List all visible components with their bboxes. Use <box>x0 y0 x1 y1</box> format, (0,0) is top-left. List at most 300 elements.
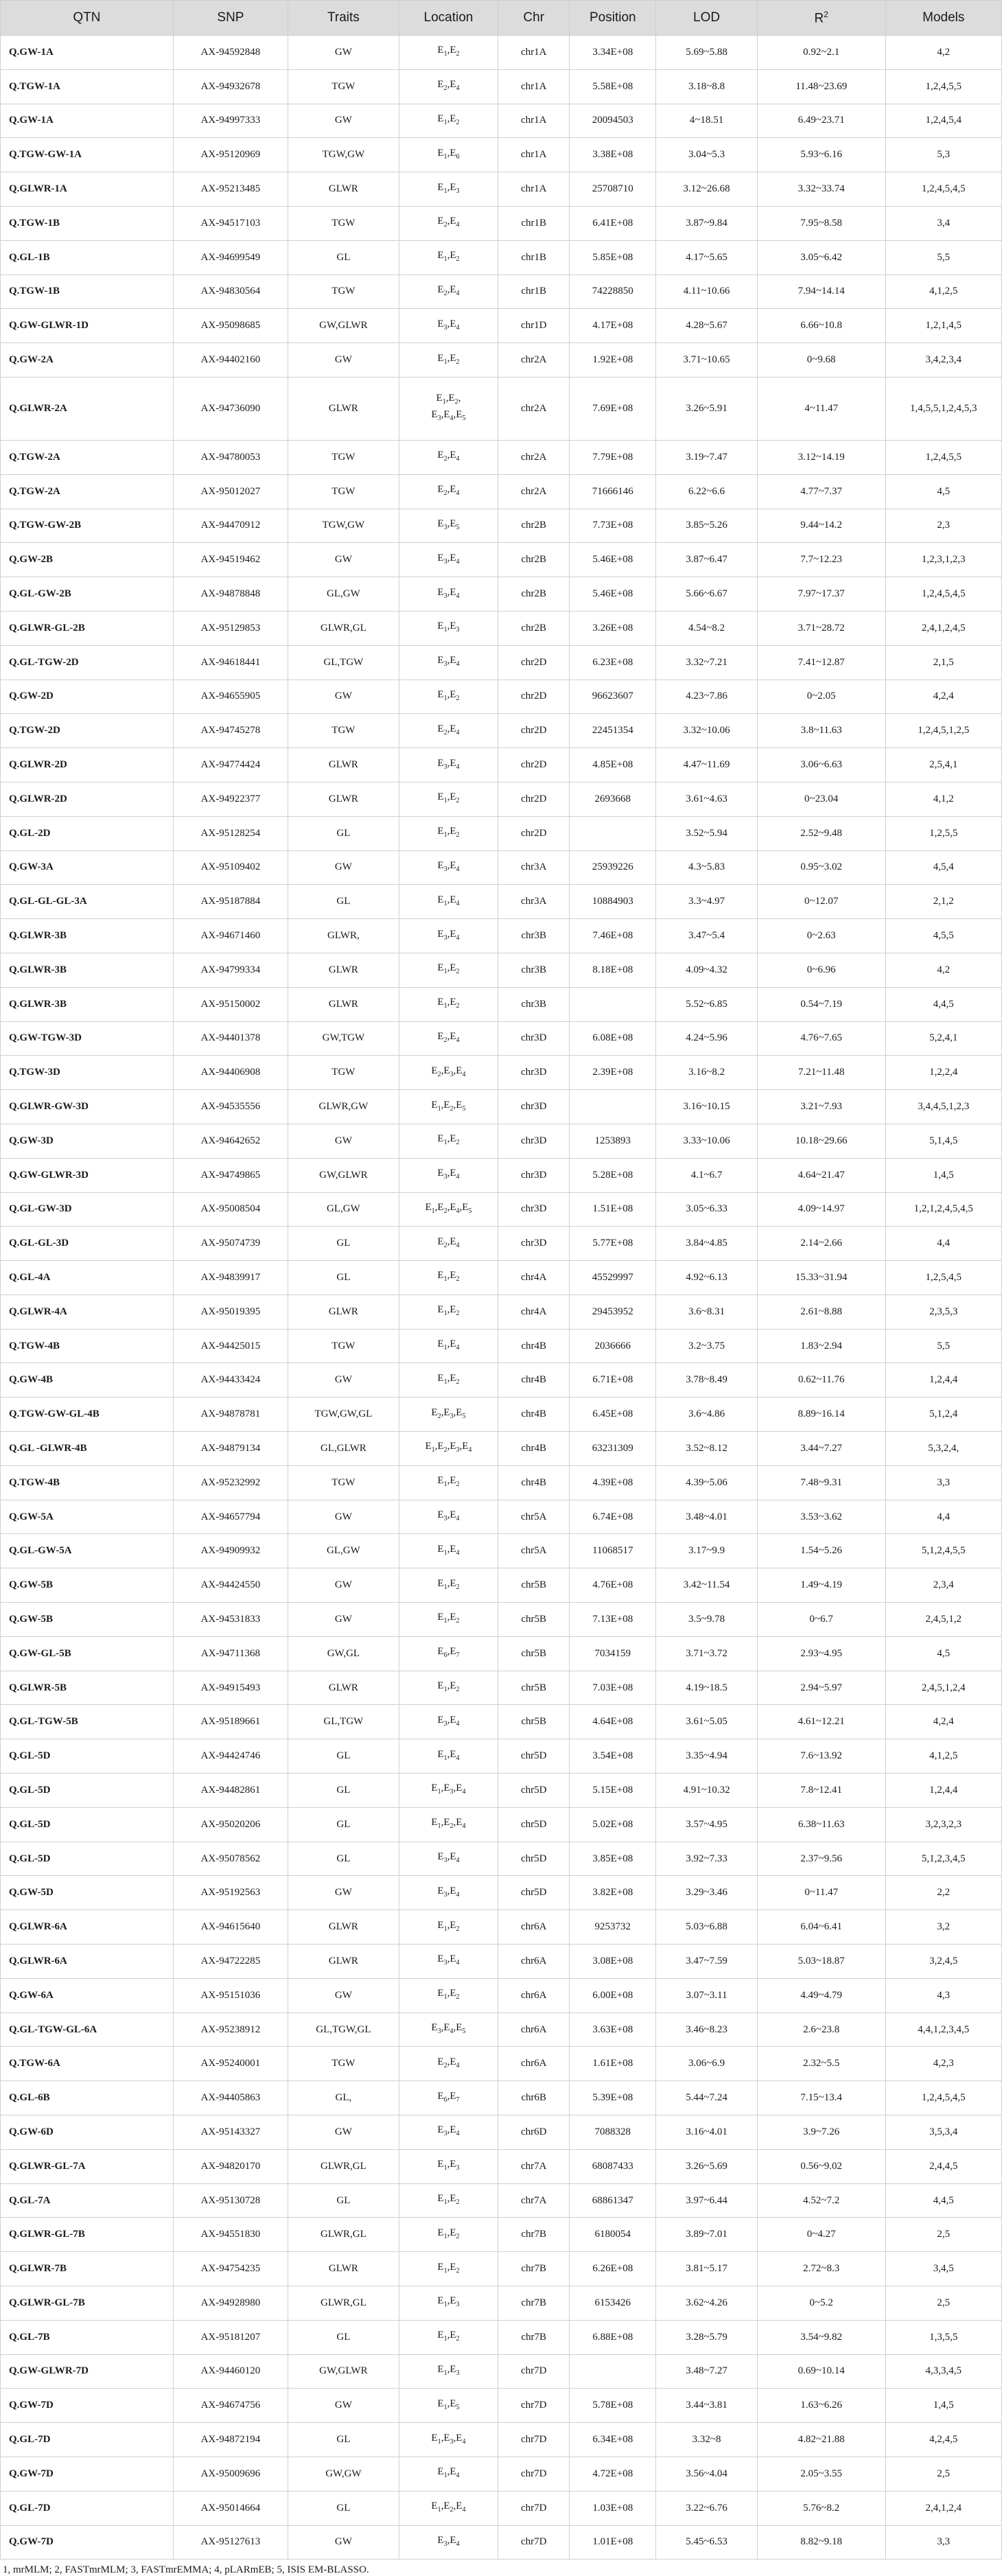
cell-location: $E_1,E_2$ <box>399 104 498 138</box>
cell-traits: GL <box>288 816 399 850</box>
cell-snp: AX-94749865 <box>173 1158 288 1192</box>
cell-location: $E_3,E_4$ <box>399 1876 498 1910</box>
cell-chr: chr7D <box>498 2389 570 2423</box>
cell-qtn: Q.GLWR-3B <box>1 953 174 987</box>
cell-chr: chr5D <box>498 1876 570 1910</box>
cell-snp: AX-94535556 <box>173 1090 288 1124</box>
cell-position: 2036666 <box>570 1329 656 1363</box>
cell-models: 1,2,4,5,4,5 <box>885 577 1001 612</box>
cell-lod: 3.78~8.49 <box>656 1363 758 1397</box>
cell-location: $E_1,E_2,E_3,E_4$ <box>399 1432 498 1466</box>
header-position[interactable]: Position <box>570 1 656 36</box>
cell-position: 5.46E+08 <box>570 577 656 612</box>
table-row <box>1 1021 1002 1056</box>
cell-models: 1,3,5,5 <box>885 2320 1001 2354</box>
cell-chr: chr2B <box>498 543 570 577</box>
cell-traits: GLWR <box>288 782 399 816</box>
cell-r2: 3.06~6.63 <box>757 748 885 782</box>
cell-models: 3,3 <box>885 1465 1001 1500</box>
table-row <box>1 2525 1002 2560</box>
cell-chr: chr6A <box>498 2012 570 2047</box>
cell-lod: 4.92~6.13 <box>656 1261 758 1295</box>
cell-qtn: Q.GL-7A <box>1 2183 174 2218</box>
cell-models: 2,3,4 <box>885 1568 1001 1603</box>
cell-traits: GL <box>288 1739 399 1774</box>
cell-chr: chr3A <box>498 850 570 885</box>
table-row <box>1 2218 1002 2252</box>
cell-location: $E_1,E_5$ <box>399 2389 498 2423</box>
cell-chr: chr4B <box>498 1465 570 1500</box>
cell-qtn: Q.GLWR-GL-7A <box>1 2149 174 2183</box>
table-row <box>1 1056 1002 1090</box>
cell-models: 3,2,4,5 <box>885 1945 1001 1979</box>
cell-lod: 3.5~9.78 <box>656 1603 758 1637</box>
cell-lod: 3.57~4.95 <box>656 1807 758 1842</box>
cell-chr: chr6B <box>498 2081 570 2115</box>
cell-lod: 3.16~4.01 <box>656 2115 758 2150</box>
cell-qtn: Q.GW-4B <box>1 1363 174 1397</box>
cell-traits: GL,GW <box>288 1534 399 1568</box>
cell-position: 4.17E+08 <box>570 309 656 343</box>
cell-qtn: Q.GLWR-5B <box>1 1671 174 1705</box>
cell-chr: chr1D <box>498 309 570 343</box>
cell-position <box>570 816 656 850</box>
cell-r2: 0.95~3.02 <box>757 850 885 885</box>
cell-position: 20094503 <box>570 104 656 138</box>
table-row <box>1 1227 1002 1261</box>
cell-snp: AX-94909932 <box>173 1534 288 1568</box>
cell-traits: GW,GLWR <box>288 1158 399 1192</box>
cell-lod: 3.6~4.86 <box>656 1397 758 1432</box>
cell-models: 1,2,4,5,4 <box>885 104 1001 138</box>
cell-traits: GL,TGW <box>288 1705 399 1739</box>
cell-location: $E_3,E_4$ <box>399 645 498 680</box>
table-row <box>1 1329 1002 1363</box>
cell-snp: AX-95143327 <box>173 2115 288 2150</box>
cell-location: $E_1,E_2$ <box>399 1978 498 2012</box>
cell-r2: 11.48~23.69 <box>757 69 885 104</box>
cell-location: $E_2,E_4$ <box>399 440 498 474</box>
header-r2-superscript: 2 <box>824 9 828 19</box>
cell-chr: chr2D <box>498 680 570 714</box>
cell-lod: 4.11~10.66 <box>656 275 758 309</box>
cell-position: 9253732 <box>570 1910 656 1945</box>
cell-lod: 4.3~5.83 <box>656 850 758 885</box>
cell-position: 7.03E+08 <box>570 1671 656 1705</box>
cell-models: 5,1,4,5 <box>885 1124 1001 1158</box>
cell-snp: AX-95238912 <box>173 2012 288 2047</box>
cell-lod: 4.47~11.69 <box>656 748 758 782</box>
cell-location: $E_3,E_4$ <box>399 2525 498 2560</box>
cell-qtn: Q.GL-7D <box>1 2423 174 2457</box>
cell-r2: 9.44~14.2 <box>757 509 885 543</box>
header-location[interactable]: Location <box>399 1 498 36</box>
cell-position: 74228850 <box>570 275 656 309</box>
cell-location: $E_3,E_4$ <box>399 1705 498 1739</box>
cell-snp: AX-94922377 <box>173 782 288 816</box>
cell-models: 4,4,5 <box>885 987 1001 1021</box>
cell-traits: GW <box>288 680 399 714</box>
cell-chr: chr1A <box>498 36 570 70</box>
cell-qtn: Q.TGW-GW-GL-4B <box>1 1397 174 1432</box>
cell-models: 3,4 <box>885 206 1001 240</box>
cell-position: 29453952 <box>570 1295 656 1329</box>
cell-chr: chr1B <box>498 206 570 240</box>
cell-location: $E_3,E_4$ <box>399 2115 498 2150</box>
cell-qtn: Q.GL-2D <box>1 816 174 850</box>
cell-traits: GW,GW <box>288 2457 399 2491</box>
cell-models: 4,1,2,5 <box>885 275 1001 309</box>
cell-location: $E_1,E_2$ <box>399 1671 498 1705</box>
cell-r2: 6.66~10.8 <box>757 309 885 343</box>
table-row <box>1 1500 1002 1534</box>
header-chr[interactable]: Chr <box>498 1 570 36</box>
cell-models: 1,2,4,5,4,5 <box>885 172 1001 207</box>
cell-chr: chr1A <box>498 172 570 207</box>
cell-position: 68087433 <box>570 2149 656 2183</box>
cell-models: 2,3 <box>885 509 1001 543</box>
cell-position: 22451354 <box>570 714 656 748</box>
cell-snp: AX-95129853 <box>173 611 288 645</box>
cell-chr: chr2B <box>498 611 570 645</box>
cell-position: 6.34E+08 <box>570 2423 656 2457</box>
cell-location: $E_1,E_3$ <box>399 611 498 645</box>
cell-lod: 4.24~5.96 <box>656 1021 758 1056</box>
cell-lod: 4.09~4.32 <box>656 953 758 987</box>
table-row <box>1 1090 1002 1124</box>
cell-qtn: Q.GLWR-4A <box>1 1295 174 1329</box>
cell-snp: AX-94424746 <box>173 1739 288 1774</box>
cell-position: 25939226 <box>570 850 656 885</box>
cell-models: 5,3,2,4, <box>885 1432 1001 1466</box>
table-row <box>1 1774 1002 1808</box>
cell-models: 4,2,4,5 <box>885 2423 1001 2457</box>
cell-traits: GW <box>288 1363 399 1397</box>
table-row <box>1 2389 1002 2423</box>
cell-snp: AX-94470912 <box>173 509 288 543</box>
cell-r2: 3.71~28.72 <box>757 611 885 645</box>
cell-chr: chr3B <box>498 987 570 1021</box>
cell-lod: 3.16~10.15 <box>656 1090 758 1124</box>
cell-chr: chr3D <box>498 1021 570 1056</box>
cell-traits: GL <box>288 2423 399 2457</box>
cell-qtn: Q.GW-2B <box>1 543 174 577</box>
cell-location: $E_1,E_2$ <box>399 1124 498 1158</box>
cell-r2: 6.38~11.63 <box>757 1807 885 1842</box>
cell-position: 6.23E+08 <box>570 645 656 680</box>
table-row <box>1 206 1002 240</box>
cell-traits: GLWR <box>288 172 399 207</box>
table-row <box>1 953 1002 987</box>
cell-lod: 5.52~6.85 <box>656 987 758 1021</box>
cell-location: $E_1,E_2$ <box>399 1295 498 1329</box>
table-row <box>1 2354 1002 2389</box>
cell-chr: chr7D <box>498 2525 570 2560</box>
cell-r2: 7.48~9.31 <box>757 1465 885 1500</box>
cell-snp: AX-94615640 <box>173 1910 288 1945</box>
cell-models: 2,2 <box>885 1876 1001 1910</box>
cell-lod: 4.1~6.7 <box>656 1158 758 1192</box>
cell-location: $E_1,E_6$ <box>399 138 498 172</box>
cell-chr: chr2D <box>498 782 570 816</box>
table-row <box>1 104 1002 138</box>
cell-traits: TGW <box>288 1465 399 1500</box>
cell-chr: chr1A <box>498 104 570 138</box>
cell-models: 4,2,4 <box>885 680 1001 714</box>
table-row <box>1 275 1002 309</box>
cell-r2: 4.77~7.37 <box>757 474 885 509</box>
header-models[interactable]: Models <box>885 1 1001 36</box>
header-traits[interactable]: Traits <box>288 1 399 36</box>
cell-r2: 0~2.63 <box>757 919 885 953</box>
cell-models: 2,3,5,3 <box>885 1295 1001 1329</box>
cell-snp: AX-95181207 <box>173 2320 288 2354</box>
cell-qtn: Q.GW-7D <box>1 2457 174 2491</box>
cell-location: $E_1,E_4$ <box>399 1739 498 1774</box>
cell-traits: GW <box>288 104 399 138</box>
cell-qtn: Q.GLWR-GL-7B <box>1 2286 174 2321</box>
cell-lod: 3.18~8.8 <box>656 69 758 104</box>
cell-models: 2,5 <box>885 2457 1001 2491</box>
cell-traits: GL,GW <box>288 1192 399 1227</box>
cell-lod: 3.47~7.59 <box>656 1945 758 1979</box>
cell-lod: 3.05~6.33 <box>656 1192 758 1227</box>
table-row <box>1 1842 1002 1876</box>
cell-snp: AX-94736090 <box>173 377 288 440</box>
cell-models: 1,2,2,4 <box>885 1056 1001 1090</box>
cell-lod: 3.26~5.91 <box>656 377 758 440</box>
header-r2[interactable] <box>757 1 885 36</box>
cell-r2: 1.54~5.26 <box>757 1534 885 1568</box>
cell-models: 5,1,2,4,5,5 <box>885 1534 1001 1568</box>
table-row <box>1 1534 1002 1568</box>
cell-r2: 0~9.68 <box>757 343 885 378</box>
cell-lod: 3.56~4.04 <box>656 2457 758 2491</box>
cell-models: 3,5,3,4 <box>885 2115 1001 2150</box>
table-row <box>1 611 1002 645</box>
cell-models: 3,4,2,3,4 <box>885 343 1001 378</box>
cell-traits: GLWR,GL <box>288 611 399 645</box>
cell-qtn: Q.GW-5D <box>1 1876 174 1910</box>
cell-qtn: Q.GL-1B <box>1 240 174 275</box>
cell-chr: chr4A <box>498 1261 570 1295</box>
cell-chr: chr7B <box>498 2252 570 2286</box>
cell-position: 3.82E+08 <box>570 1876 656 1910</box>
cell-lod: 5.03~6.88 <box>656 1910 758 1945</box>
cell-traits: GL <box>288 885 399 919</box>
cell-models: 3,2 <box>885 1910 1001 1945</box>
cell-location: $E_1,E_2$, $E_3,E_4,E_5$ <box>399 377 498 440</box>
cell-snp: AX-94878781 <box>173 1397 288 1432</box>
cell-chr: chr5B <box>498 1568 570 1603</box>
cell-location: $E_3,E_4$ <box>399 309 498 343</box>
cell-r2: 4.09~14.97 <box>757 1192 885 1227</box>
table-row <box>1 2183 1002 2218</box>
cell-position: 7.73E+08 <box>570 509 656 543</box>
cell-models: 2,4,5,1,2,4 <box>885 1671 1001 1705</box>
cell-lod: 3.19~7.47 <box>656 440 758 474</box>
cell-position: 6.71E+08 <box>570 1363 656 1397</box>
cell-chr: chr2A <box>498 343 570 378</box>
cell-qtn: Q.GL-5D <box>1 1807 174 1842</box>
cell-qtn: Q.GLWR-7B <box>1 2252 174 2286</box>
cell-lod: 3.42~11.54 <box>656 1568 758 1603</box>
cell-chr: chr3D <box>498 1056 570 1090</box>
cell-snp: AX-95014664 <box>173 2491 288 2525</box>
cell-qtn: Q.GL-GW-3D <box>1 1192 174 1227</box>
cell-qtn: Q.TGW-4B <box>1 1465 174 1500</box>
cell-location: $E_1,E_2$ <box>399 1261 498 1295</box>
cell-traits: GL, <box>288 2081 399 2115</box>
cell-r2: 0.92~2.1 <box>757 36 885 70</box>
cell-chr: chr2A <box>498 440 570 474</box>
cell-r2: 8.82~9.18 <box>757 2525 885 2560</box>
cell-snp: AX-94820170 <box>173 2149 288 2183</box>
cell-location: $E_1,E_3$ <box>399 2149 498 2183</box>
cell-traits: TGW <box>288 714 399 748</box>
cell-location: $E_1,E_2$ <box>399 36 498 70</box>
table-row <box>1 2012 1002 2047</box>
cell-position: 1253893 <box>570 1124 656 1158</box>
cell-qtn: Q.GLWR-2D <box>1 782 174 816</box>
cell-qtn: Q.GW-5B <box>1 1603 174 1637</box>
cell-lod: 3.04~5.3 <box>656 138 758 172</box>
cell-qtn: Q.TGW-1B <box>1 275 174 309</box>
cell-r2: 1.83~2.94 <box>757 1329 885 1363</box>
cell-snp: AX-94932678 <box>173 69 288 104</box>
cell-r2: 10.18~29.66 <box>757 1124 885 1158</box>
cell-position: 5.15E+08 <box>570 1774 656 1808</box>
cell-snp: AX-94460120 <box>173 2354 288 2389</box>
cell-snp: AX-94482861 <box>173 1774 288 1808</box>
table-row <box>1 987 1002 1021</box>
header-lod[interactable]: LOD <box>656 1 758 36</box>
cell-qtn: Q.GW-7D <box>1 2525 174 2560</box>
cell-traits: GW <box>288 343 399 378</box>
cell-location: $E_1,E_2$ <box>399 987 498 1021</box>
cell-lod: 6.22~6.6 <box>656 474 758 509</box>
cell-position: 5.78E+08 <box>570 2389 656 2423</box>
cell-location: $E_3,E_4$ <box>399 577 498 612</box>
cell-traits: GL <box>288 2183 399 2218</box>
cell-traits: GL <box>288 1774 399 1808</box>
cell-lod: 3.07~3.11 <box>656 1978 758 2012</box>
cell-qtn: Q.GW-GLWR-7D <box>1 2354 174 2389</box>
cell-location: $E_3,E_4,E_5$ <box>399 2012 498 2047</box>
cell-lod: 4.23~7.86 <box>656 680 758 714</box>
cell-chr: chr3D <box>498 1124 570 1158</box>
cell-position: 1.61E+08 <box>570 2047 656 2081</box>
table-row <box>1 2047 1002 2081</box>
cell-models: 4,5 <box>885 1636 1001 1671</box>
cell-qtn: Q.GLWR-2A <box>1 377 174 440</box>
cell-location: $E_1,E_4$ <box>399 1329 498 1363</box>
cell-traits: GW <box>288 2389 399 2423</box>
cell-lod: 5.66~6.67 <box>656 577 758 612</box>
cell-qtn: Q.GW-6D <box>1 2115 174 2150</box>
cell-snp: AX-94433424 <box>173 1363 288 1397</box>
cell-qtn: Q.GW-TGW-3D <box>1 1021 174 1056</box>
cell-lod: 3.32~7.21 <box>656 645 758 680</box>
cell-lod: 3.12~26.68 <box>656 172 758 207</box>
cell-r2: 2.61~8.88 <box>757 1295 885 1329</box>
cell-chr: chr3D <box>498 1158 570 1192</box>
cell-location: $E_2,E_4$ <box>399 474 498 509</box>
cell-qtn: Q.GLWR-3B <box>1 987 174 1021</box>
cell-qtn: Q.TGW-2D <box>1 714 174 748</box>
cell-r2: 3.44~7.27 <box>757 1432 885 1466</box>
cell-position: 6153426 <box>570 2286 656 2321</box>
cell-lod: 3.26~5.69 <box>656 2149 758 2183</box>
cell-lod: 3.29~3.46 <box>656 1876 758 1910</box>
cell-r2: 0.69~10.14 <box>757 2354 885 2389</box>
cell-location: $E_1,E_2$ <box>399 240 498 275</box>
cell-position: 1.51E+08 <box>570 1192 656 1227</box>
table-row <box>1 748 1002 782</box>
cell-snp: AX-94618441 <box>173 645 288 680</box>
cell-position: 96623607 <box>570 680 656 714</box>
cell-location: $E_1,E_3$ <box>399 2286 498 2321</box>
cell-snp: AX-95019395 <box>173 1295 288 1329</box>
cell-r2: 5.76~8.2 <box>757 2491 885 2525</box>
cell-location: $E_1,E_4$ <box>399 885 498 919</box>
table-row <box>1 172 1002 207</box>
cell-traits: GL <box>288 1261 399 1295</box>
table-row <box>1 1295 1002 1329</box>
cell-qtn: Q.GL-5D <box>1 1842 174 1876</box>
cell-location: $E_1,E_2$ <box>399 1603 498 1637</box>
header-qtn[interactable]: QTN <box>1 1 174 36</box>
cell-position: 6.74E+08 <box>570 1500 656 1534</box>
cell-lod: 3.97~6.44 <box>656 2183 758 2218</box>
table-row <box>1 1568 1002 1603</box>
cell-chr: chr3B <box>498 953 570 987</box>
cell-lod: 3.46~8.23 <box>656 2012 758 2047</box>
cell-location: $E_1,E_2$ <box>399 1568 498 1603</box>
table-row <box>1 2252 1002 2286</box>
cell-position: 6.41E+08 <box>570 206 656 240</box>
cell-position: 6.26E+08 <box>570 2252 656 2286</box>
table-row <box>1 1603 1002 1637</box>
cell-lod: 3.52~5.94 <box>656 816 758 850</box>
cell-r2: 2.6~23.8 <box>757 2012 885 2047</box>
cell-models: 2,4,1,2,4 <box>885 2491 1001 2525</box>
cell-location: $E_1,E_3$ <box>399 172 498 207</box>
cell-position: 3.08E+08 <box>570 1945 656 1979</box>
cell-qtn: Q.GL-6B <box>1 2081 174 2115</box>
cell-snp: AX-95151036 <box>173 1978 288 2012</box>
cell-position: 6.45E+08 <box>570 1397 656 1432</box>
cell-r2: 7.6~13.92 <box>757 1739 885 1774</box>
cell-qtn: Q.GLWR-GL-7B <box>1 2218 174 2252</box>
cell-snp: AX-94405863 <box>173 2081 288 2115</box>
cell-snp: AX-94722285 <box>173 1945 288 1979</box>
cell-r2: 5.93~6.16 <box>757 138 885 172</box>
cell-qtn: Q.TGW-4B <box>1 1329 174 1363</box>
cell-models: 1,4,5 <box>885 2389 1001 2423</box>
cell-lod: 4.19~18.5 <box>656 1671 758 1705</box>
table-row <box>1 1671 1002 1705</box>
cell-position: 1.01E+08 <box>570 2525 656 2560</box>
cell-position: 10884903 <box>570 885 656 919</box>
cell-position: 1.03E+08 <box>570 2491 656 2525</box>
cell-location: $E_1,E_2$ <box>399 680 498 714</box>
header-snp[interactable]: SNP <box>173 1 288 36</box>
cell-r2: 7.97~17.37 <box>757 577 885 612</box>
cell-snp: AX-95128254 <box>173 816 288 850</box>
cell-r2: 4.49~4.79 <box>757 1978 885 2012</box>
cell-snp: AX-94592848 <box>173 36 288 70</box>
